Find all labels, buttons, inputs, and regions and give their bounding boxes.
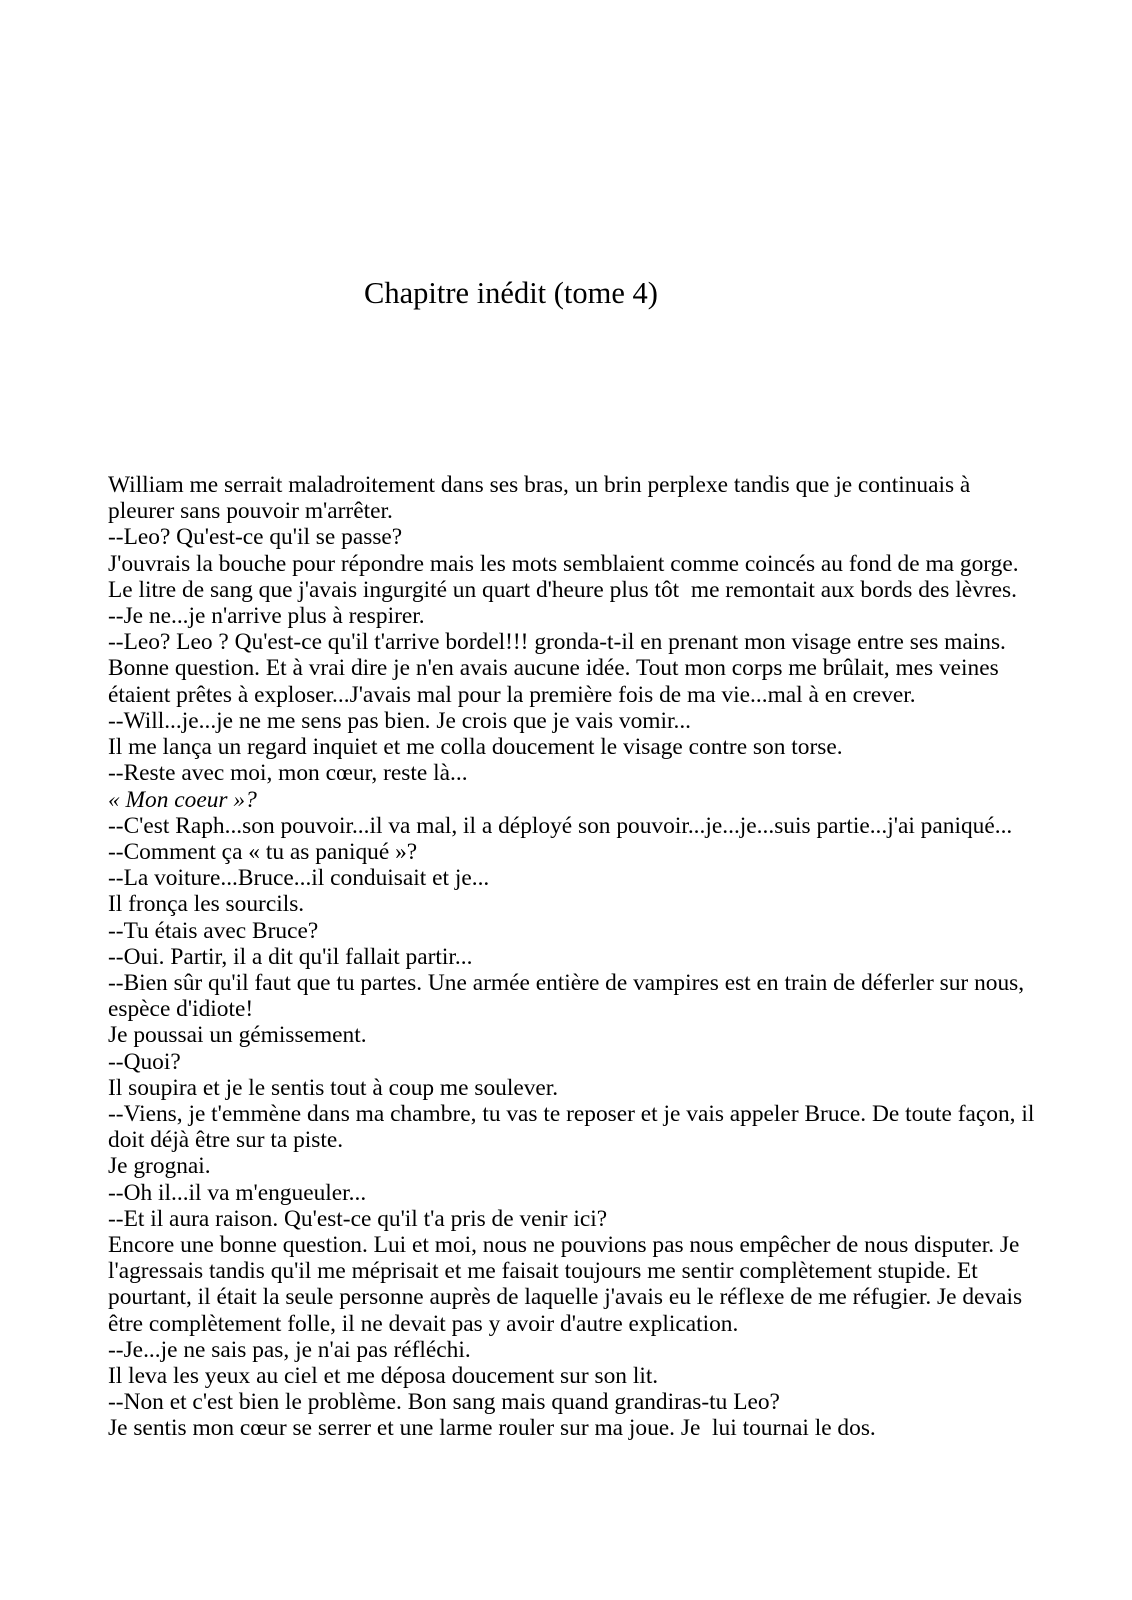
paragraph: --Je ne...je n'arrive plus à respirer.	[108, 603, 425, 630]
paragraph: --Quoi?	[108, 1048, 181, 1075]
paragraph: William me serrait maladroitement dans ses bras, un brin perplexe tandis que je continuais à pleurer sans pouvoir m'arrêter.	[108, 472, 977, 525]
paragraph: --Et il aura raison. Qu'est-ce qu'il t'a pris de venir ici?	[108, 1205, 608, 1232]
paragraph: Je sentis mon cœur se serrer et une larme rouler sur ma joue. Je lui tournai le dos.	[108, 1415, 876, 1442]
paragraph: « Mon coeur »?	[108, 786, 257, 813]
paragraph: J'ouvrais la bouche pour répondre mais les mots semblaient comme coincés au fond de ma gorge.	[108, 550, 1019, 577]
paragraph: --La voiture...Bruce...il conduisait et je...	[108, 865, 490, 892]
paragraph: --Leo? Qu'est-ce qu'il se passe?	[108, 524, 403, 551]
paragraph: --Leo? Leo ? Qu'est-ce qu'il t'arrive bordel!!! gronda-t-il en prenant mon visage entre ses mains.	[108, 629, 1006, 656]
paragraph: Le litre de sang que j'avais ingurgité un quart d'heure plus tôt me remontait aux bords des lèvres.	[108, 576, 1017, 603]
paragraph: Je grognai.	[108, 1153, 211, 1180]
chapter-title: Chapitre inédit (tome 4)	[364, 276, 658, 310]
paragraph: --Tu étais avec Bruce?	[108, 917, 319, 944]
paragraph: Bonne question. Et à vrai dire je n'en avais aucune idée. Tout mon corps me brûlait, mes veines étaient prêtes à exploser...J'avais mal pour la première fois de ma vie...mal à en crever.	[108, 655, 1005, 708]
paragraph: --Viens, je t'emmène dans ma chambre, tu vas te reposer et je vais appeler Bruce. De toute façon, il doit déjà être sur ta piste.	[108, 1100, 1041, 1154]
paragraph: Il fronça les sourcils.	[108, 891, 305, 918]
paragraph: Il leva les yeux au ciel et me déposa doucement sur son lit.	[108, 1362, 659, 1389]
paragraph: --Comment ça « tu as paniqué »?	[108, 838, 418, 865]
paragraph: --C'est Raph...son pouvoir...il va mal, il a déployé son pouvoir...je...je...suis partie...j'ai paniqué...	[108, 812, 1013, 839]
paragraph: Il soupira et je le sentis tout à coup me soulever.	[108, 1074, 559, 1101]
paragraph: --Oui. Partir, il a dit qu'il fallait partir...	[108, 943, 473, 970]
paragraph: --Reste avec moi, mon cœur, reste là...	[108, 760, 468, 787]
paragraph: Je poussai un gémissement.	[108, 1022, 367, 1049]
paragraph: Il me lança un regard inquiet et me colla doucement le visage contre son torse.	[108, 734, 843, 761]
paragraph: --Oh il...il va m'engueuler...	[108, 1179, 367, 1206]
paragraph: --Non et c'est bien le problème. Bon sang mais quand grandiras-tu Leo?	[108, 1389, 780, 1416]
paragraph: Encore une bonne question. Lui et moi, nous ne pouvions pas nous empêcher de nous disputer. Je l'agressais tandis qu'il me méprisait et me faisait toujours me sentir complètement stupide. Et pourtant, il était la seule personne auprès de laquelle j'avais eu le réflexe de me réfugier. Je devais être complètement folle, il ne devait pas y avoir d'autre explication.	[108, 1231, 1028, 1337]
paragraph: --Je...je ne sais pas, je n'ai pas réfléchi.	[108, 1336, 471, 1363]
paragraph: --Will...je...je ne me sens pas bien. Je crois que je vais vomir...	[108, 707, 692, 734]
document-body	[108, 472, 1042, 1442]
paragraph: --Bien sûr qu'il faut que tu partes. Une armée entière de vampires est en train de déferler sur nous, espèce d'idiote!	[108, 969, 1030, 1023]
